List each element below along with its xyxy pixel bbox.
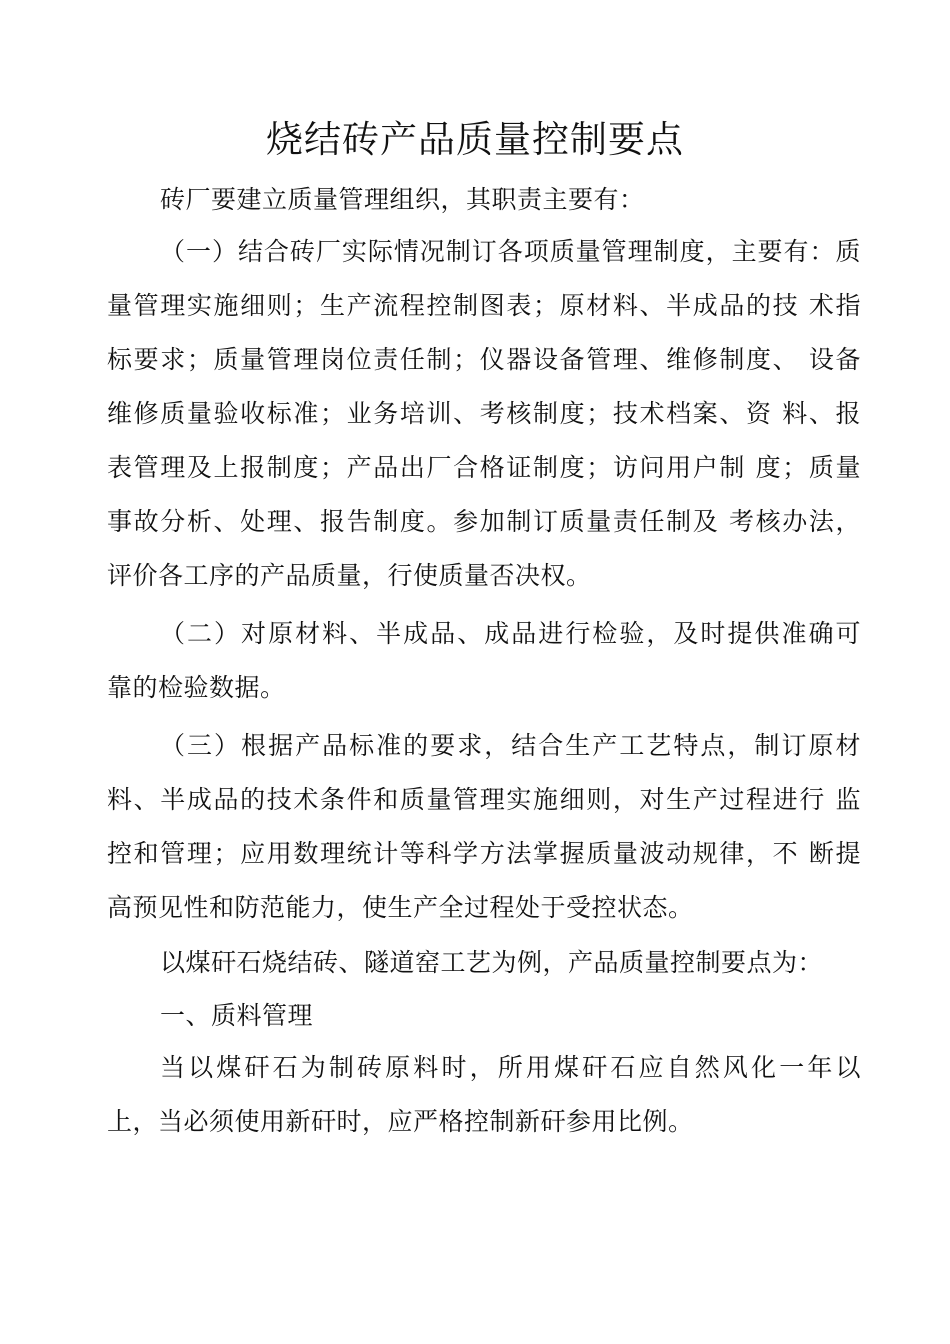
section1-line-5: 表管理及上报制度；产品出厂合格证制度；访问用户制 度；质量 (107, 453, 861, 482)
section2-line-1: （二）对原材料、半成品、成品进行检验，及时提供准确可 (160, 619, 861, 648)
document-title: 烧结砖产品质量控制要点 (266, 118, 684, 161)
section1-line-1: （一）结合砖厂实际情况制订各项质量管理制度，主要有：质 (160, 237, 861, 266)
example-line: 以煤矸石烧结砖、隧道窑工艺为例，产品质量控制要点为： (160, 948, 824, 977)
section1-line-3: 标要求；质量管理岗位责任制；仪器设备管理、维修制度、 设备 (107, 345, 861, 374)
section1-line-2: 量管理实施细则；生产流程控制图表；原材料、半成品的技 术指 (107, 291, 861, 320)
section3-line-4: 高预见性和防范能力，使生产全过程处于受控状态。 (107, 893, 694, 922)
final-para-line-1: 当以煤矸石为制砖原料时，所用煤矸石应自然风化一年以 (160, 1053, 861, 1082)
section3-line-1: （三）根据产品标准的要求，结合生产工艺特点，制订原材 (160, 731, 861, 760)
final-para-line-2: 上，当必须使用新矸时，应严格控制新矸参用比例。 (107, 1107, 694, 1136)
section1-line-4: 维修质量验收标准；业务培训、考核制度；技术档案、资 料、报 (107, 399, 861, 428)
section3-line-2: 料、半成品的技术条件和质量管理实施细则，对生产过程进行 监 (107, 785, 861, 814)
section2-line-2: 靠的检验数据。 (107, 673, 286, 702)
section1-line-6: 事故分析、处理、报告制度。参加制订质量责任制及 考核办法， (107, 507, 861, 536)
section-heading-1: 一、质料管理 (160, 1001, 314, 1030)
intro-line: 砖厂要建立质量管理组织，其职责主要有： (160, 185, 645, 214)
section3-line-3: 控和管理；应用数理统计等科学方法掌握质量波动规律，不 断提 (107, 839, 861, 868)
section1-line-7: 评价各工序的产品质量，行使质量否决权。 (107, 561, 592, 590)
